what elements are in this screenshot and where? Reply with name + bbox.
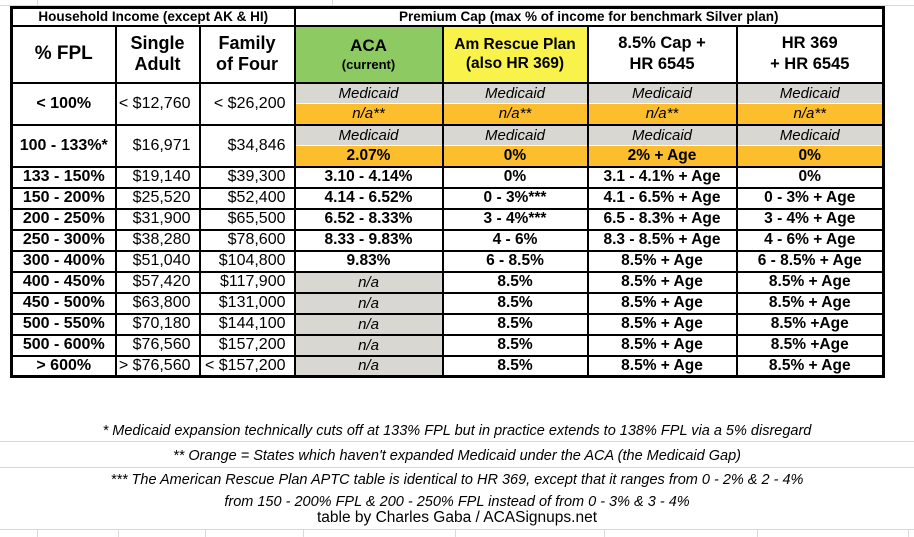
cell-cap85: n/a** <box>588 104 737 125</box>
cell-arp: 3 - 4%*** <box>443 209 588 230</box>
cell-fpl: 300 - 400% <box>12 251 116 272</box>
cell-fpl: 450 - 500% <box>12 293 116 314</box>
table-row <box>12 8 884 26</box>
footnote-arp-line2: from 150 - 200% FPL & 200 - 250% FPL instead of from 0 - 3% & 3 - 4% <box>224 494 690 510</box>
cell-hr369: 0 - 3% + Age <box>737 188 884 209</box>
cell-cap85: 8.5% + Age <box>588 293 737 314</box>
cell-arp-medicaid: Medicaid <box>443 125 588 146</box>
footnote-arp-line1: *** The American Rescue Plan APTC table is identical to HR 369, except that it ranges from 0 - 2% & 2 - 4% <box>110 472 804 488</box>
cell-hr369: 3 - 4% + Age <box>737 209 884 230</box>
cell-family: $157,200 <box>200 335 295 356</box>
cell-fpl: 133 - 150% <box>12 167 116 188</box>
footnote-orange-legend: ** Orange = States which haven't expanded Medicaid under the ACA (the Medicaid Gap) <box>173 448 741 464</box>
column-header-line: (also HR 369) <box>465 55 565 72</box>
cell-single: > $76,560 <box>116 356 200 377</box>
cell-fpl: > 600% <box>12 356 116 377</box>
cell-arp: 8.5% <box>443 272 588 293</box>
cell-arp: 0 - 3%*** <box>443 188 588 209</box>
gridline-stub <box>37 529 38 537</box>
cell-cap85: 8.5% + Age <box>588 314 737 335</box>
table-row <box>12 251 884 272</box>
gridline-stub <box>908 529 909 537</box>
cell-cap85: 6.5 - 8.3% + Age <box>588 209 737 230</box>
cell-single: $38,280 <box>116 230 200 251</box>
table-row <box>12 293 884 314</box>
footnote-medicaid-expansion: * Medicaid expansion technically cuts off at 133% FPL but in practice extends to 138% FPL via a 5% disregard <box>102 423 812 439</box>
cell-aca-medicaid: Medicaid <box>295 125 443 146</box>
cell-cap85-medicaid: Medicaid <box>588 125 737 146</box>
table-row <box>12 83 884 104</box>
cell-cap85: 8.5% + Age <box>588 356 737 377</box>
cell-hr369-medicaid: Medicaid <box>737 83 884 104</box>
cell-hr369: 8.5% + Age <box>737 356 884 377</box>
gridline-stub <box>455 529 456 537</box>
cell-arp: 8.5% <box>443 335 588 356</box>
column-header-line: Family <box>218 32 276 53</box>
cell-single: $70,180 <box>116 314 200 335</box>
gridline-stub <box>303 529 304 537</box>
cell-hr369: 8.5% + Age <box>737 293 884 314</box>
cell-aca: n/a <box>295 272 443 293</box>
cell-hr369: 6 - 8.5% + Age <box>737 251 884 272</box>
premium-cap-table <box>10 6 885 378</box>
cell-arp: 0% <box>443 167 588 188</box>
cell-cap85: 8.5% + Age <box>588 251 737 272</box>
cell-family: $104,800 <box>200 251 295 272</box>
cell-aca: 9.83% <box>295 251 443 272</box>
table-row <box>12 335 884 356</box>
cell-hr369: 8.5% + Age <box>737 272 884 293</box>
table-credit: table by Charles Gaba / ACASignups.net <box>316 509 598 526</box>
cell-single: $76,560 <box>116 335 200 356</box>
gridline-stub <box>118 529 119 537</box>
cell-single: $25,520 <box>116 188 200 209</box>
table-row <box>12 167 884 188</box>
table-row <box>12 188 884 209</box>
cell-hr369: 8.5% +Age <box>737 335 884 356</box>
table-row <box>12 230 884 251</box>
cell-single: $16,971 <box>116 125 200 167</box>
header-group-income: Household Income (except AK & HI) <box>12 8 295 26</box>
cell-arp: 0% <box>443 146 588 167</box>
cell-fpl: 500 - 600% <box>12 335 116 356</box>
cell-family: < $157,200 <box>200 356 295 377</box>
column-header-line: 8.5% Cap + <box>618 34 706 53</box>
cell-fpl: 100 - 133%* <box>12 125 116 167</box>
cell-fpl: < 100% <box>12 83 116 125</box>
cell-aca: 3.10 - 4.14% <box>295 167 443 188</box>
cell-single: $63,800 <box>116 293 200 314</box>
cell-cap85: 8.3 - 8.5% + Age <box>588 230 737 251</box>
column-header-line: + HR 6545 <box>770 55 850 73</box>
cell-aca: n/a <box>295 356 443 377</box>
cell-family: $117,900 <box>200 272 295 293</box>
gridline-stub <box>205 529 206 537</box>
cell-hr369: 0% <box>737 167 884 188</box>
column-header-line: Single <box>130 32 185 53</box>
cell-aca: 6.52 - 8.33% <box>295 209 443 230</box>
cell-family: $52,400 <box>200 188 295 209</box>
cell-single: < $12,760 <box>116 83 200 125</box>
cell-hr369: 8.5% +Age <box>737 314 884 335</box>
cell-fpl: 250 - 300% <box>12 230 116 251</box>
cell-family: $39,300 <box>200 167 295 188</box>
column-header-line: Adult <box>134 54 181 74</box>
table-row <box>12 272 884 293</box>
column-header-family-of-four <box>200 26 295 83</box>
column-header-line: HR 6545 <box>629 55 695 73</box>
cell-single: $19,140 <box>116 167 200 188</box>
table-row <box>12 125 884 146</box>
column-header-line: of Four <box>216 54 278 74</box>
cell-aca-medicaid: Medicaid <box>295 83 443 104</box>
cell-arp: 8.5% <box>443 293 588 314</box>
header-group-premium-cap: Premium Cap (max % of income for benchmark Silver plan) <box>295 8 884 26</box>
gridline-footnote-2 <box>0 467 914 468</box>
cell-cap85-medicaid: Medicaid <box>588 83 737 104</box>
cell-family: $65,500 <box>200 209 295 230</box>
column-header-single-adult <box>116 26 200 83</box>
cell-arp: n/a** <box>443 104 588 125</box>
gridline-stub <box>604 529 605 537</box>
cell-aca: 2.07% <box>295 146 443 167</box>
table-row <box>12 209 884 230</box>
gridline-stub <box>757 529 758 537</box>
cell-arp: 8.5% <box>443 356 588 377</box>
cell-family: $78,600 <box>200 230 295 251</box>
column-header-am-rescue-plan <box>443 26 588 83</box>
table-row <box>12 314 884 335</box>
cell-aca: n/a <box>295 314 443 335</box>
cell-family: $131,000 <box>200 293 295 314</box>
cell-aca: n/a** <box>295 104 443 125</box>
column-header-hr369-hr6545 <box>737 26 884 83</box>
cell-family: $144,100 <box>200 314 295 335</box>
cell-family: $34,846 <box>200 125 295 167</box>
cell-aca: 4.14 - 6.52% <box>295 188 443 209</box>
cell-cap85: 3.1 - 4.1% + Age <box>588 167 737 188</box>
gridline-footnote-3 <box>0 529 914 530</box>
cell-arp: 8.5% <box>443 314 588 335</box>
column-header-line: (current) <box>341 56 396 72</box>
column-header-line: Am Rescue Plan <box>454 35 576 53</box>
cell-family: < $26,200 <box>200 83 295 125</box>
cell-arp-medicaid: Medicaid <box>443 83 588 104</box>
table-row <box>12 356 884 377</box>
gridline-footnote-1 <box>0 441 914 442</box>
column-header-85-cap-hr6545 <box>588 26 737 83</box>
cell-cap85: 8.5% + Age <box>588 272 737 293</box>
cell-aca: 8.33 - 9.83% <box>295 230 443 251</box>
cell-hr369: n/a** <box>737 104 884 125</box>
cell-hr369: 0% <box>737 146 884 167</box>
cell-hr369-medicaid: Medicaid <box>737 125 884 146</box>
cell-hr369: 4 - 6% + Age <box>737 230 884 251</box>
cell-arp: 4 - 6% <box>443 230 588 251</box>
column-header-fpl: % FPL <box>12 26 116 83</box>
table-row <box>12 26 884 83</box>
cell-fpl: 500 - 550% <box>12 314 116 335</box>
column-header-line: ACA <box>350 36 387 56</box>
cell-single: $51,040 <box>116 251 200 272</box>
cell-cap85: 8.5% + Age <box>588 335 737 356</box>
cell-aca: n/a <box>295 335 443 356</box>
cell-single: $57,420 <box>116 272 200 293</box>
cell-single: $31,900 <box>116 209 200 230</box>
cell-cap85: 4.1 - 6.5% + Age <box>588 188 737 209</box>
cell-aca: n/a <box>295 293 443 314</box>
cell-fpl: 200 - 250% <box>12 209 116 230</box>
column-header-line: HR 369 <box>781 34 838 53</box>
cell-cap85: 2% + Age <box>588 146 737 167</box>
cell-arp: 6 - 8.5% <box>443 251 588 272</box>
cell-fpl: 400 - 450% <box>12 272 116 293</box>
cell-fpl: 150 - 200% <box>12 188 116 209</box>
column-header-aca <box>295 26 443 83</box>
